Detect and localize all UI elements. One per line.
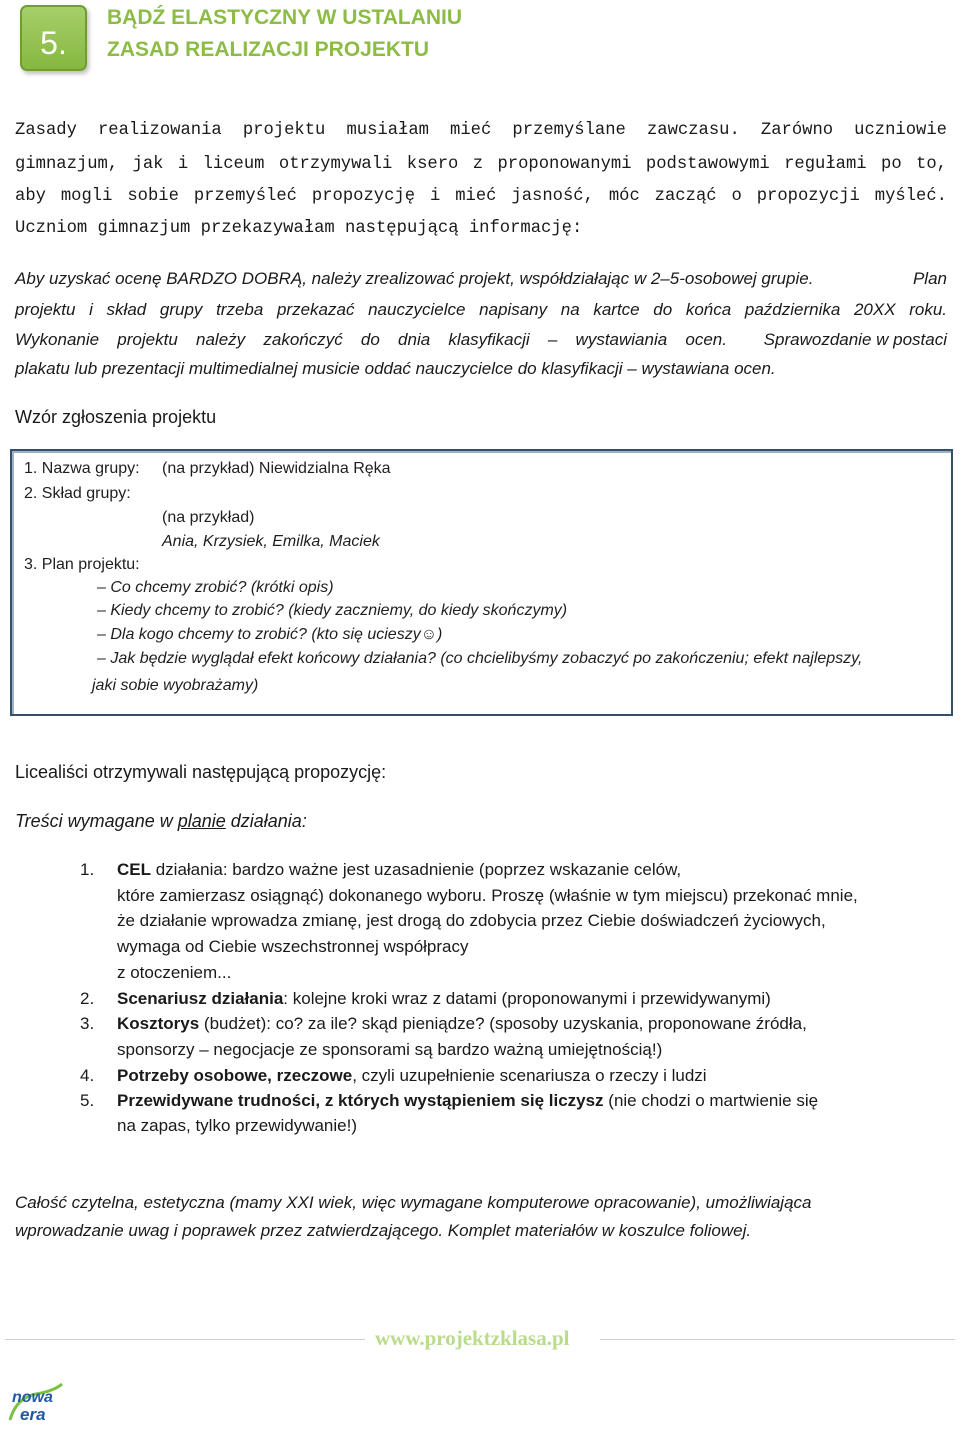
list-item-4-bold: Potrzeby osobowe, rzeczowe (117, 1066, 353, 1085)
list-item-3-text: (budżet): co? za ile? skąd pieniądze? (sposoby uzyskania, proponowane źródła, (199, 1014, 807, 1033)
list-item-3-bold: Kosztorys (117, 1014, 200, 1033)
list-item-2-number: 2. (80, 989, 95, 1008)
footer-website-link[interactable]: www.projektzklasa.pl (375, 1326, 570, 1350)
info-line-3-text: Wykonanie projektu należy zakończyć do dnia klasyfikacji – wystawiania ocen. (15, 330, 727, 349)
list-item-2 (117, 989, 771, 1009)
list-item-1-line-4: wymaga od Ciebie wszechstronnej współpracy (117, 937, 469, 956)
list-item-3-number: 3. (80, 1014, 95, 1033)
form-members-example-label: (na przykład) (162, 509, 255, 526)
logo-text-bottom: era (20, 1405, 46, 1424)
form-members-label: 2. Skład grupy: (24, 485, 131, 502)
lyceum-subheading-underlined: planie (177, 811, 226, 831)
closing-line-2: wprowadzanie uwag i poprawek przez zatwierdzającego. Komplet materiałów w koszulce foliowej. (15, 1221, 752, 1240)
form-group-name-example: (na przykład) Niewidzialna Ręka (162, 460, 391, 477)
list-item-1-number: 1. (80, 860, 95, 879)
info-line-2: projektu i skład grupy trzeba przekazać nauczycielce napisany na kartce do końca października 20XX roku. (15, 300, 947, 319)
section-number-badge (20, 5, 87, 71)
list-item-4-text: , czyli uzupełnienie scenariusza o rzeczy i ludzi (352, 1066, 707, 1085)
section-title-line1: BĄDŹ ELASTYCZNY W USTALANIU (107, 6, 463, 29)
list-item-1-line-2: które zamierzasz osiągnąć) dokonanego wyboru. Proszę (właśnie w tym miejscu) przekonać mnie, (117, 886, 858, 905)
nowa-era-logo-mark (6, 1380, 66, 1424)
footer-rule-right (600, 1339, 955, 1340)
form-question-what: – Co chcemy zrobić? (krótki opis) (97, 579, 334, 596)
form-plan-label: 3. Plan projektu: (24, 556, 140, 573)
intro-line-1: Zasady realizowania projektu musiałam mieć przemyślane zawczasu. Zarówno uczniowie (15, 121, 947, 140)
intro-line-4: Uczniom gimnazjum przekazywałam następującą informację: (15, 219, 583, 238)
list-item-1-bold: CEL (117, 860, 151, 879)
list-item-5-bold: Przewidywane trudności, z których wystąpieniem się liczysz (117, 1091, 604, 1110)
info-line-1 (15, 269, 947, 289)
section-title-line2: ZASAD REALIZACJI PROJEKTU (107, 38, 430, 61)
list-item-2-text: : kolejne kroki wraz z datami (proponowanymi i przewidywanymi) (283, 989, 771, 1008)
logo-text-top: nowa (12, 1389, 53, 1406)
intro-line-3: aby mogli sobie przemyśleć propozycję i mieć jasność, móc zacząć o propozycji myśleć. (15, 187, 947, 206)
list-item-5-number: 5. (80, 1091, 95, 1110)
form-question-for-whom-text: – Dla kogo chcemy to zrobić? (kto się ucieszy (97, 626, 421, 643)
list-item-3 (117, 1014, 807, 1034)
form-question-when: – Kiedy chcemy to zrobić? (kiedy zaczniemy, do kiedy skończymy) (97, 602, 568, 619)
footer-rule-left (5, 1339, 365, 1340)
form-members-example: Ania, Krzysiek, Emilka, Maciek (162, 533, 380, 550)
info-line-1-text: Aby uzyskać ocenę BARDZO DOBRĄ, należy zrealizować projekt, współdziałając w 2–5-osobowej grupie. (15, 269, 814, 288)
project-form-box (10, 449, 953, 716)
form-question-result: – Jak będzie wyglądał efekt końcowy działania? (co chcielibyśmy zobaczyć po zakończeniu; efekt najlepszy, (97, 650, 863, 667)
info-line-1-end: Plan (912, 269, 947, 288)
info-line-3-end: Sprawozdanie w postaci (763, 330, 947, 349)
list-item-4-number: 4. (80, 1066, 95, 1085)
list-item-3-line-2: sponsorzy – negocjacje ze sponsorami są bardzo ważną umiejętnością!) (117, 1040, 663, 1059)
list-item-2-bold: Scenariusz działania (117, 989, 284, 1008)
form-question-for-whom (97, 626, 442, 644)
lyceum-subheading (15, 811, 947, 832)
lyceum-subheading-pre: Treści wymagane w (15, 811, 178, 831)
nowa-era-logo (6, 1380, 66, 1424)
form-group-name-label: 1. Nazwa grupy: (24, 460, 140, 477)
lyceum-subheading-post: działania: (225, 811, 307, 831)
list-item-1-line-3: że działanie wprowadza zmianę, jest drogą do zdobycia przez Ciebie doświadczeń życiowych, (117, 911, 826, 930)
list-item-5-text: (nie chodzi o martwienie się (603, 1091, 819, 1110)
intro-line-2: gimnazjum, jak i liceum otrzymywali ksero z proponowanymi podstawowymi regułami po to, (15, 155, 947, 174)
list-item-1-line-5: z otoczeniem... (117, 963, 232, 982)
list-item-1 (117, 860, 681, 880)
list-item-1-text: działania: bardzo ważne jest uzasadnienie (poprzez wskazanie celów, (151, 860, 682, 879)
form-question-for-whom-end: ) (437, 626, 443, 643)
form-heading: Wzór zgłoszenia projektu (15, 407, 217, 427)
info-line-4: plakatu lub prezentacji multimedialnej musicie oddać nauczycielce do klasyfikacji – wystawiana ocen. (15, 359, 776, 378)
list-item-5 (117, 1091, 818, 1111)
smiley-icon: ☺ (420, 626, 438, 643)
info-line-3 (15, 330, 947, 350)
closing-line-1: Całość czytelna, estetyczna (mamy XXI wiek, więc wymagane komputerowe opracowanie), umożliwiająca (15, 1193, 812, 1212)
list-item-5-line-2: na zapas, tylko przewidywanie!) (117, 1116, 358, 1135)
list-item-4 (117, 1066, 707, 1086)
section-number: 5. (40, 25, 67, 61)
lyceum-heading: Licealiści otrzymywali następującą propozycję: (15, 762, 387, 782)
form-question-result-cont: jaki sobie wyobrażamy) (92, 677, 259, 694)
